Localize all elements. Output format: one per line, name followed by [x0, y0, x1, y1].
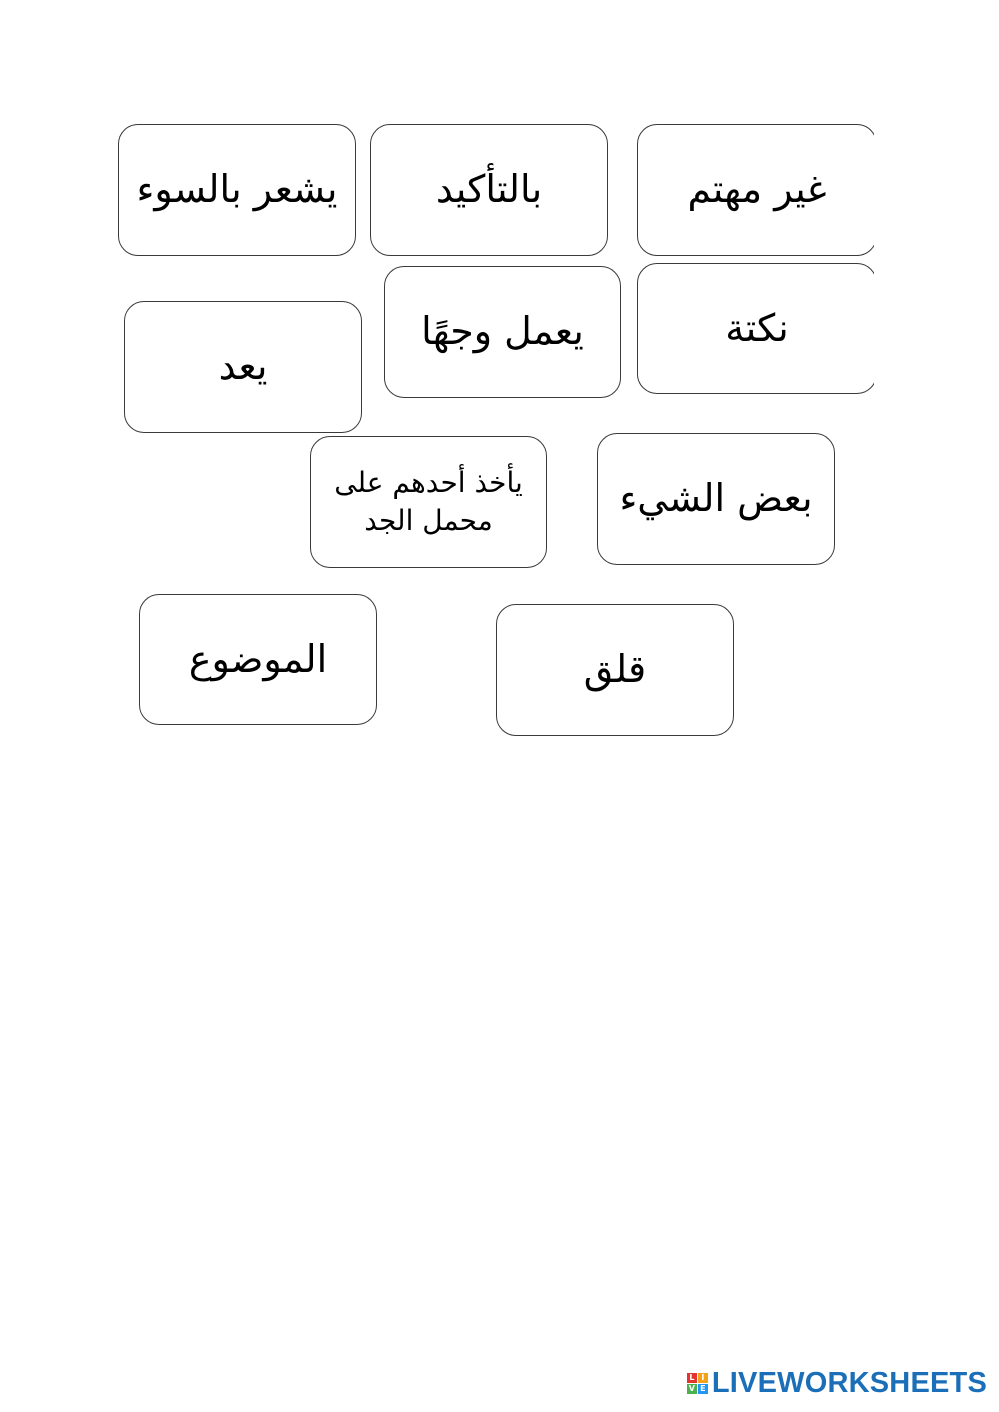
word-card-feel-bad[interactable]	[118, 124, 356, 256]
word-card-promise[interactable]	[124, 301, 362, 433]
word-card-text: يعمل وجهًا	[421, 309, 584, 354]
word-card-text: يشعر بالسوء	[136, 167, 338, 212]
word-card-text-line1: يأخذ أحدهم على	[334, 466, 523, 500]
word-card-topic[interactable]	[139, 594, 377, 725]
word-card-make-face[interactable]	[384, 266, 621, 398]
word-card-text: غير مهتم	[687, 167, 827, 212]
word-card-text: يعد	[218, 344, 268, 389]
word-card-worried[interactable]	[496, 604, 734, 736]
liveworksheets-brand	[687, 1367, 987, 1400]
word-card-take-seriously[interactable]	[310, 436, 547, 568]
word-card-text: قلق	[583, 647, 647, 692]
word-card-certainly[interactable]	[370, 124, 608, 256]
logo-letter-l: L	[687, 1373, 697, 1383]
word-card-text: نكتة	[725, 305, 789, 350]
logo-letter-i: I	[698, 1373, 708, 1383]
word-card-text-line2: محمل الجد	[364, 504, 493, 537]
word-card-joke[interactable]	[637, 263, 877, 394]
page-edge-mask	[874, 110, 894, 410]
word-card-text: بعض الشيء	[619, 476, 813, 521]
word-card-text: بالتأكيد	[435, 167, 543, 212]
word-card-somewhat[interactable]	[597, 433, 835, 565]
logo-letter-e: E	[698, 1384, 708, 1394]
word-card-not-interested[interactable]	[637, 124, 877, 256]
liveworksheets-logo-icon	[687, 1373, 708, 1394]
logo-letter-v: V	[688, 1384, 695, 1393]
word-card-text: الموضوع	[188, 636, 328, 681]
brand-name: LIVEWORKSHEETS	[711, 1367, 987, 1399]
